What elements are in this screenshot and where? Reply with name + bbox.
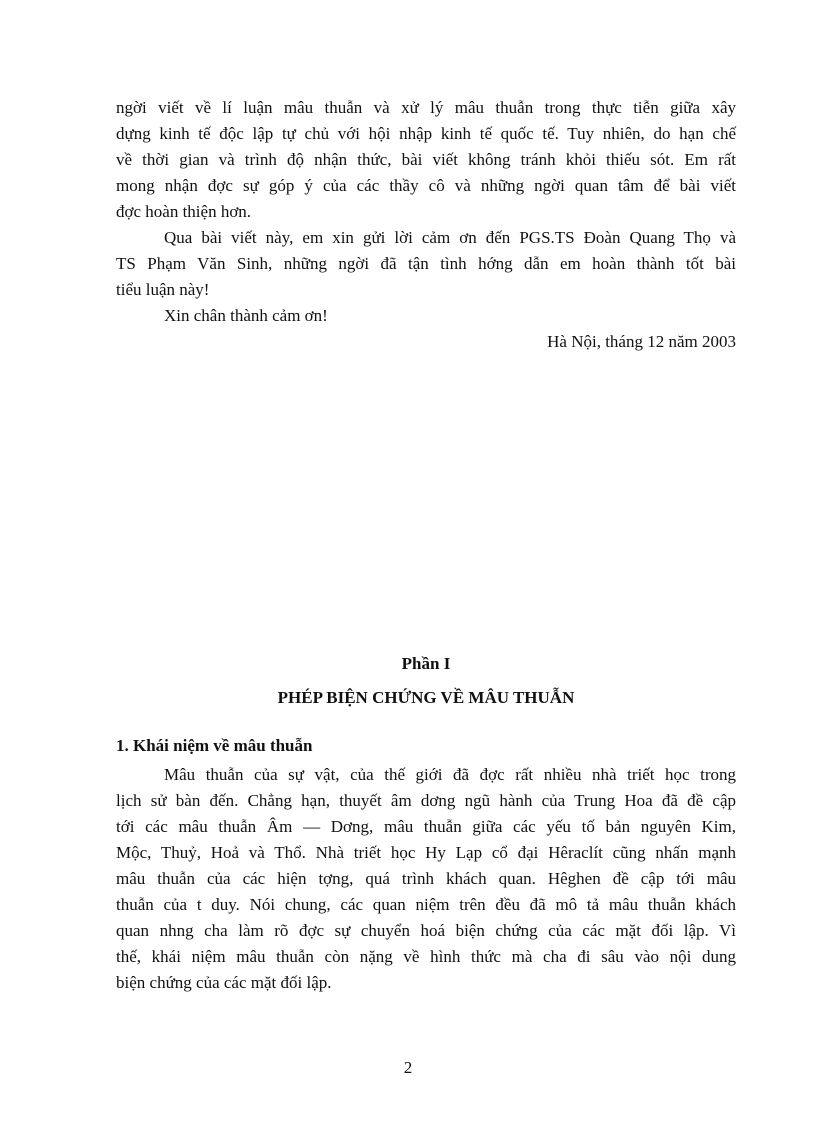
text-line: đợc hoàn thiện hơn. [116,202,252,221]
part-heading: Phần I [401,654,451,673]
text-line: thuẫn của t duy. Nói chung, các quan niệm trên đều đã mô tả mâu thuẫn khách [116,895,736,914]
text-line: dựng kinh tế độc lập tự chủ với hội nhập kinh tế quốc tế. Tuy nhiên, do hạn chế [116,124,736,143]
text-line: Qua bài viết này, em xin gửi lời cảm ơn đến PGS.TS Đoàn Quang Thọ và [164,228,736,247]
text-line: TS Phạm Văn Sinh, những ngời đã tận tình hớng dẫn em hoàn thành tốt bài [116,254,736,273]
text-line: quan nhng cha làm rõ đợc sự chuyển hoá biện chứng của các mặt đối lập. Vì [116,921,736,940]
text-line: tiểu luận này! [116,280,210,299]
place-date: Hà Nội, tháng 12 năm 2003 [547,332,736,351]
section-heading: 1. Khái niệm về mâu thuẫn [116,736,313,755]
text-line: về thời gian và trình độ nhận thức, bài viết không tránh khỏi thiếu sót. Em rất [116,150,736,169]
text-line: Mộc, Thuỷ, Hoả và Thổ. Nhà triết học Hy Lạp cổ đại Hêraclít cũng nhấn mạnh [116,843,736,862]
text-line: Mâu thuẫn của sự vật, của thế giới đã đợc rất nhiều nhà triết học trong [164,765,736,784]
text-line: biện chứng của các mặt đối lập. [116,973,332,992]
text-line: mong nhận đợc sự góp ý của các thầy cô và những ngời quan tâm để bài viết [116,176,736,195]
closing-line: Xin chân thành cảm ơn! [164,306,328,325]
page-number: 2 [403,1058,413,1077]
text-line: lịch sử bàn đến. Chẳng hạn, thuyết âm dơng ngũ hành của Trung Hoa đã đề cập [116,791,736,810]
part-title: PHÉP BIỆN CHỨNG VỀ MÂU THUẪN [277,688,575,707]
text-line: ngời viết về lí luận mâu thuẫn và xử lý mâu thuẫn trong thực tiễn giữa xây [116,98,736,117]
text-line: mâu thuẫn của các hiện tợng, quá trình khách quan. Hêghen đề cập tới mâu [116,869,736,888]
text-line: tới các mâu thuẫn Âm — Dơng, mâu thuẫn giữa các yếu tố bản nguyên Kim, [116,817,736,836]
text-line: thế, khái niệm mâu thuẫn còn nặng về hình thức mà cha đi sâu vào nội dung [116,947,736,966]
